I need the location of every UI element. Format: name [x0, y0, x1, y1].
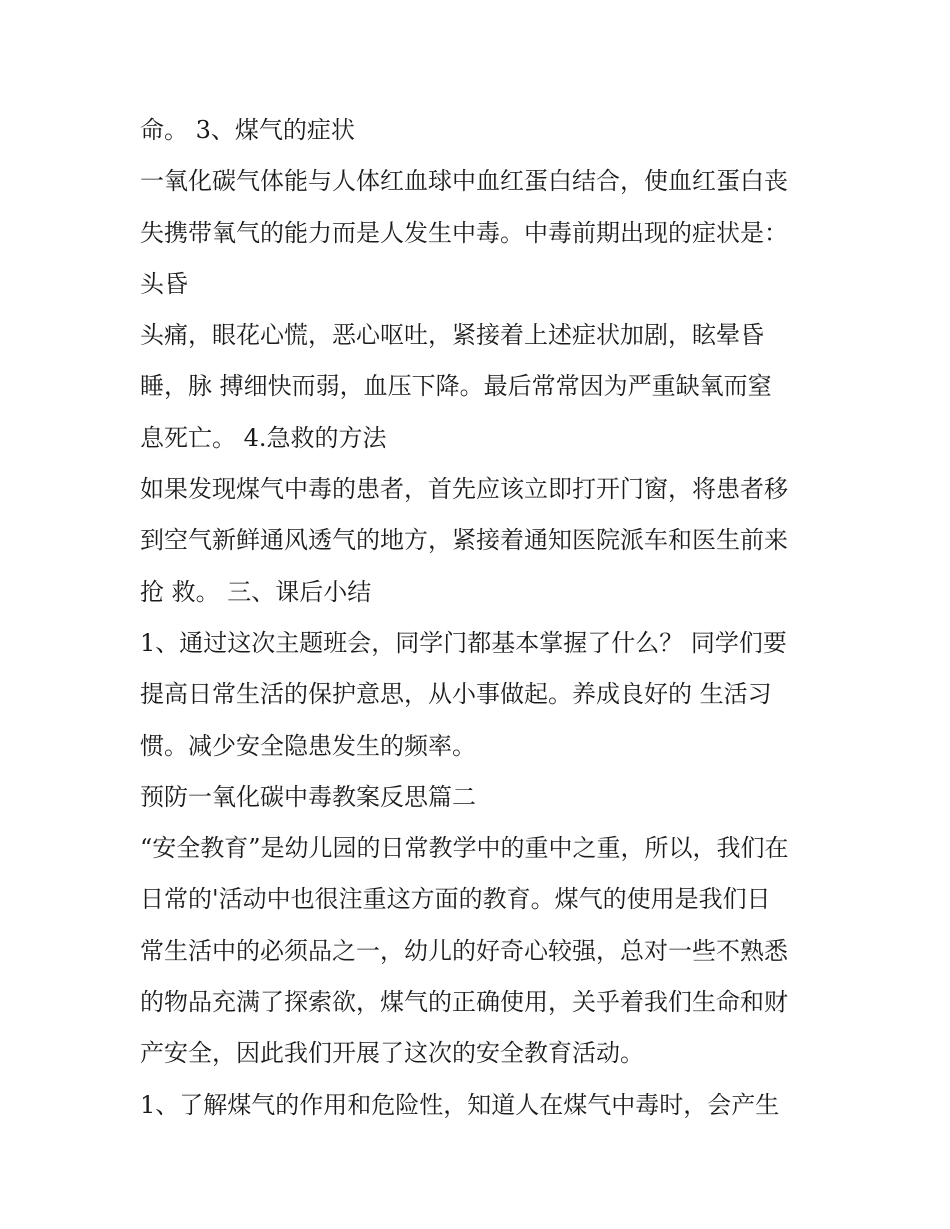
text-line: “安全教育”是幼儿园的日常教学中的重中之重，所以，我们在 — [140, 834, 789, 863]
text-line: 息死亡。 4.急救的方法 — [140, 423, 387, 452]
text-line: 日常的'活动中也很注重这方面的教育。煤气的使用是我们日 — [140, 885, 771, 914]
text-line: 失携带氧气的能力而是人发生中毒。中毒前期出现的症状是： — [140, 218, 788, 247]
text-line: 常生活中的必须品之一，幼儿的好奇心较强，总对一些不熟悉 — [140, 936, 788, 965]
document-body — [140, 110, 830, 1136]
text-line: 惯。减少安全隐患发生的频率。 — [140, 731, 476, 760]
text-line: 抢 救。 三、课后小结 — [140, 577, 372, 606]
text-line: 1、通过这次主题班会，同学门都基本掌握了什么？ 同学们要 — [140, 628, 787, 657]
text-line: 一氧化碳气体能与人体红血球中血红蛋白结合，使血红蛋白丧 — [140, 167, 788, 196]
text-line: 到空气新鲜通风透气的地方，紧接着通知医院派车和医生前来 — [140, 526, 788, 555]
text-line: 命。 3、煤气的症状 — [140, 116, 355, 144]
text-line: 如果发现煤气中毒的患者，首先应该立即打开门窗，将患者移 — [140, 475, 788, 504]
text-line: 提高日常生活的保护意思，从小事做起。养成良好的 生活习 — [140, 680, 772, 709]
section-heading: 预防一氧化碳中毒教案反思篇二 — [140, 782, 476, 811]
text-line: 1、了解煤气的作用和危险性，知道人在煤气中毒时，会产生 — [140, 1090, 780, 1119]
text-line: 头痛，眼花心慌，恶心呕吐，紧接着上述症状加剧，眩晕昏 — [140, 321, 764, 350]
text-line: 睡，脉 搏细快而弱，血压下降。最后常常因为严重缺氧而窒 — [140, 372, 772, 401]
text-line: 头昏 — [140, 269, 188, 298]
text-line: 的物品充满了探索欲，煤气的正确使用，关乎着我们生命和财 — [140, 988, 788, 1017]
text-line: 产安全，因此我们开展了这次的安全教育活动。 — [140, 1039, 644, 1068]
